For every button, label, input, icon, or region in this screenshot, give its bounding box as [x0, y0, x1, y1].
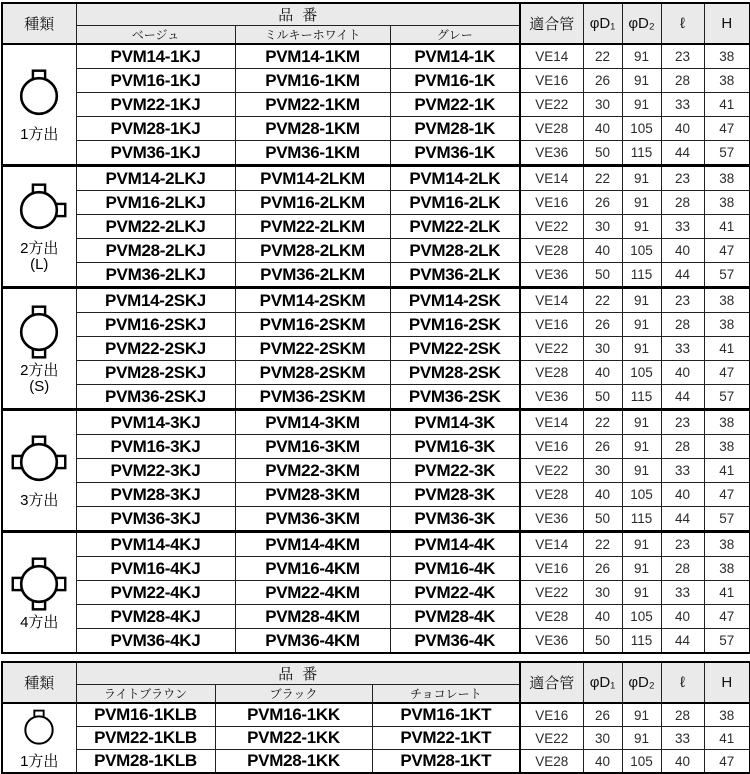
dim-h-cell: 38	[704, 532, 750, 557]
col-header-d1: φD₁	[583, 3, 622, 44]
dim-l-cell: 28	[661, 313, 704, 337]
dim-d1-cell: 40	[583, 239, 622, 263]
col-header-h: H	[704, 662, 750, 703]
product-code-cell: PVM22-4KM	[235, 581, 390, 605]
product-code-cell: PVM36-2LKM	[235, 263, 390, 288]
dim-d2-cell: 91	[622, 337, 661, 361]
dim-d1-cell: 26	[583, 191, 622, 215]
product-code-cell: PVM36-1KJ	[76, 141, 235, 166]
dim-h-cell: 57	[704, 507, 750, 532]
dim-l-cell: 40	[661, 605, 704, 629]
col-header-d1: φD₁	[583, 662, 622, 703]
product-code-cell: PVM28-1KLB	[76, 750, 215, 774]
type-cell	[2, 44, 76, 166]
dim-h-cell: 41	[704, 581, 750, 605]
dim-d2-cell: 91	[622, 166, 661, 191]
spec-table-main	[1, 2, 750, 654]
dim-d2-cell: 105	[622, 605, 661, 629]
dim-h-cell: 41	[704, 337, 750, 361]
product-code-cell: PVM16-1KT	[372, 703, 520, 727]
fitting-2way-l-icon	[3, 180, 76, 240]
dim-d2-cell: 115	[622, 385, 661, 410]
dim-h-cell: 38	[704, 410, 750, 435]
dim-l-cell: 28	[661, 69, 704, 93]
pipe-size-cell: VE36	[520, 141, 583, 166]
dim-l-cell: 44	[661, 507, 704, 532]
dim-d2-cell: 115	[622, 141, 661, 166]
dim-h-cell: 41	[704, 215, 750, 239]
pipe-size-cell: VE36	[520, 507, 583, 532]
product-code-cell: PVM28-1KT	[372, 750, 520, 774]
type-cell	[2, 166, 76, 288]
dim-d1-cell: 50	[583, 629, 622, 654]
dim-d1-cell: 40	[583, 750, 622, 774]
dim-d1-cell: 40	[583, 361, 622, 385]
dim-h-cell: 41	[704, 459, 750, 483]
dim-d1-cell: 50	[583, 507, 622, 532]
type-cell	[2, 532, 76, 654]
col-header-color-milky-white: ミルキーホワイト	[235, 26, 390, 45]
product-code-cell: PVM16-4KJ	[76, 557, 235, 581]
dim-l-cell: 23	[661, 288, 704, 313]
product-code-cell: PVM16-2LKJ	[76, 191, 235, 215]
dim-l-cell: 40	[661, 239, 704, 263]
product-code-cell: PVM16-1K	[390, 69, 520, 93]
product-code-cell: PVM16-2LKM	[235, 191, 390, 215]
dim-d2-cell: 91	[622, 557, 661, 581]
product-code-cell: PVM28-1KJ	[76, 117, 235, 141]
dim-h-cell: 47	[704, 239, 750, 263]
product-code-cell: PVM28-2LKJ	[76, 239, 235, 263]
product-code-cell: PVM22-2SK	[390, 337, 520, 361]
product-code-cell: PVM14-1KM	[235, 44, 390, 69]
product-code-cell: PVM28-4K	[390, 605, 520, 629]
col-header-pipe: 適合管	[520, 662, 583, 703]
dim-d2-cell: 115	[622, 629, 661, 654]
pipe-size-cell: VE28	[520, 750, 583, 774]
dim-d1-cell: 26	[583, 69, 622, 93]
dim-d2-cell: 91	[622, 435, 661, 459]
col-header-color-gray: グレー	[390, 26, 520, 45]
dim-d1-cell: 40	[583, 117, 622, 141]
dim-d1-cell: 26	[583, 313, 622, 337]
pipe-size-cell: VE22	[520, 727, 583, 750]
col-header-pipe: 適合管	[520, 3, 583, 44]
product-code-cell: PVM36-2SKJ	[76, 385, 235, 410]
dim-d1-cell: 50	[583, 263, 622, 288]
product-code-cell: PVM28-4KJ	[76, 605, 235, 629]
col-header-color-black: ブラック	[215, 685, 372, 704]
pipe-size-cell: VE22	[520, 459, 583, 483]
col-header-color-beige: ベージュ	[76, 26, 235, 45]
dim-d2-cell: 91	[622, 727, 661, 750]
product-code-cell: PVM22-1KT	[372, 727, 520, 750]
product-code-cell: PVM28-3KJ	[76, 483, 235, 507]
dim-h-cell: 41	[704, 93, 750, 117]
dim-h-cell: 57	[704, 385, 750, 410]
dim-d1-cell: 30	[583, 581, 622, 605]
product-code-cell: PVM28-2LK	[390, 239, 520, 263]
product-code-cell: PVM28-1K	[390, 117, 520, 141]
product-code-cell: PVM16-4K	[390, 557, 520, 581]
dim-l-cell: 23	[661, 532, 704, 557]
dim-h-cell: 47	[704, 361, 750, 385]
dim-d1-cell: 22	[583, 288, 622, 313]
dim-l-cell: 44	[661, 263, 704, 288]
pipe-size-cell: VE16	[520, 435, 583, 459]
dim-l-cell: 33	[661, 727, 704, 750]
dim-h-cell: 38	[704, 435, 750, 459]
dim-d2-cell: 91	[622, 215, 661, 239]
product-code-cell: PVM14-2LKJ	[76, 166, 235, 191]
product-code-cell: PVM16-2SKM	[235, 313, 390, 337]
dim-l-cell: 28	[661, 191, 704, 215]
dim-d1-cell: 22	[583, 166, 622, 191]
dim-h-cell: 38	[704, 288, 750, 313]
dim-l-cell: 33	[661, 459, 704, 483]
pipe-size-cell: VE22	[520, 337, 583, 361]
product-code-cell: PVM16-2SK	[390, 313, 520, 337]
pipe-size-cell: VE16	[520, 703, 583, 727]
product-code-cell: PVM28-2SKM	[235, 361, 390, 385]
fitting-2way-s-icon	[3, 302, 76, 362]
col-header-color-chocolate: チョコレート	[372, 685, 520, 704]
type-cell	[2, 703, 76, 773]
dim-h-cell: 47	[704, 605, 750, 629]
product-code-cell: PVM36-2SKM	[235, 385, 390, 410]
product-code-cell: PVM22-2LKM	[235, 215, 390, 239]
dim-h-cell: 38	[704, 703, 750, 727]
dim-d2-cell: 91	[622, 191, 661, 215]
pipe-size-cell: VE14	[520, 44, 583, 69]
col-header-part-number: 品番	[76, 662, 520, 685]
pipe-size-cell: VE36	[520, 629, 583, 654]
product-code-cell: PVM22-4K	[390, 581, 520, 605]
dim-d1-cell: 26	[583, 557, 622, 581]
dim-l-cell: 44	[661, 141, 704, 166]
col-header-type: 種類	[2, 662, 76, 703]
dim-h-cell: 57	[704, 629, 750, 654]
dim-d1-cell: 30	[583, 93, 622, 117]
fitting-1way-icon	[3, 707, 76, 753]
col-header-d2: φD₂	[622, 3, 661, 44]
dim-h-cell: 57	[704, 263, 750, 288]
dim-d1-cell: 22	[583, 44, 622, 69]
product-code-cell: PVM22-1KK	[215, 727, 372, 750]
dim-d2-cell: 105	[622, 483, 661, 507]
dim-l-cell: 33	[661, 215, 704, 239]
fitting-3way-icon	[3, 432, 76, 492]
product-code-cell: PVM22-1KLB	[76, 727, 215, 750]
product-code-cell: PVM36-4K	[390, 629, 520, 654]
spec-table-secondary-body	[2, 703, 750, 773]
dim-d2-cell: 91	[622, 703, 661, 727]
product-code-cell: PVM14-2LKM	[235, 166, 390, 191]
product-code-cell: PVM14-2SKM	[235, 288, 390, 313]
pipe-size-cell: VE28	[520, 605, 583, 629]
pipe-size-cell: VE14	[520, 166, 583, 191]
dim-d1-cell: 22	[583, 532, 622, 557]
col-header-type: 種類	[2, 3, 76, 44]
product-code-cell: PVM16-3KJ	[76, 435, 235, 459]
pipe-size-cell: VE22	[520, 581, 583, 605]
dim-d2-cell: 91	[622, 581, 661, 605]
dim-d2-cell: 91	[622, 288, 661, 313]
product-code-cell: PVM28-2SKJ	[76, 361, 235, 385]
type-label: 2方出	[20, 362, 59, 379]
product-code-cell: PVM14-1K	[390, 44, 520, 69]
product-code-cell: PVM22-4KJ	[76, 581, 235, 605]
fitting-4way-icon	[3, 554, 76, 614]
col-header-d2: φD₂	[622, 662, 661, 703]
product-code-cell: PVM36-2SK	[390, 385, 520, 410]
col-header-part-number: 品番	[76, 3, 520, 26]
dim-d1-cell: 50	[583, 141, 622, 166]
product-code-cell: PVM36-4KM	[235, 629, 390, 654]
dim-d2-cell: 91	[622, 44, 661, 69]
dim-d2-cell: 105	[622, 239, 661, 263]
type-cell	[2, 288, 76, 410]
type-label: 3方出	[20, 492, 59, 509]
pipe-size-cell: VE16	[520, 557, 583, 581]
col-header-h: H	[704, 3, 750, 44]
dim-d2-cell: 91	[622, 459, 661, 483]
product-code-cell: PVM36-2LK	[390, 263, 520, 288]
pipe-size-cell: VE16	[520, 69, 583, 93]
product-code-cell: PVM22-1K	[390, 93, 520, 117]
product-code-cell: PVM14-3KJ	[76, 410, 235, 435]
pipe-size-cell: VE36	[520, 263, 583, 288]
dim-h-cell: 47	[704, 117, 750, 141]
dim-d1-cell: 30	[583, 727, 622, 750]
pipe-size-cell: VE16	[520, 191, 583, 215]
dim-l-cell: 33	[661, 581, 704, 605]
dim-d2-cell: 105	[622, 117, 661, 141]
pipe-size-cell: VE36	[520, 385, 583, 410]
product-code-cell: PVM16-1KK	[215, 703, 372, 727]
product-code-cell: PVM36-1K	[390, 141, 520, 166]
type-label: 2方出	[20, 240, 59, 257]
product-code-cell: PVM16-1KM	[235, 69, 390, 93]
product-code-cell: PVM14-2LK	[390, 166, 520, 191]
product-code-cell: PVM14-4K	[390, 532, 520, 557]
dim-h-cell: 57	[704, 141, 750, 166]
product-code-cell: PVM22-3KJ	[76, 459, 235, 483]
col-header-l: ℓ	[661, 662, 704, 703]
product-code-cell: PVM36-3KM	[235, 507, 390, 532]
pipe-size-cell: VE28	[520, 361, 583, 385]
dim-h-cell: 38	[704, 557, 750, 581]
spec-table-secondary	[1, 661, 750, 774]
dim-l-cell: 23	[661, 166, 704, 191]
product-code-cell: PVM28-2LKM	[235, 239, 390, 263]
product-code-cell: PVM16-4KM	[235, 557, 390, 581]
dim-d2-cell: 91	[622, 410, 661, 435]
dim-l-cell: 28	[661, 557, 704, 581]
dim-d2-cell: 115	[622, 507, 661, 532]
product-code-cell: PVM36-1KM	[235, 141, 390, 166]
dim-l-cell: 23	[661, 44, 704, 69]
product-code-cell: PVM16-2SKJ	[76, 313, 235, 337]
product-code-cell: PVM36-2LKJ	[76, 263, 235, 288]
dim-l-cell: 28	[661, 435, 704, 459]
dim-l-cell: 40	[661, 117, 704, 141]
type-label: 1方出	[20, 126, 59, 143]
dim-d2-cell: 105	[622, 750, 661, 774]
product-code-cell: PVM16-3K	[390, 435, 520, 459]
type-sub-label: (L)	[30, 256, 49, 273]
product-code-cell: PVM28-1KM	[235, 117, 390, 141]
dim-d1-cell: 40	[583, 483, 622, 507]
pipe-size-cell: VE28	[520, 483, 583, 507]
dim-d2-cell: 91	[622, 532, 661, 557]
product-code-cell: PVM16-2LK	[390, 191, 520, 215]
dim-d1-cell: 50	[583, 385, 622, 410]
dim-l-cell: 28	[661, 703, 704, 727]
fitting-1way-icon	[3, 66, 76, 126]
product-code-cell: PVM14-2SK	[390, 288, 520, 313]
product-code-cell: PVM28-3K	[390, 483, 520, 507]
type-sub-label: (S)	[29, 378, 50, 395]
product-code-cell: PVM36-3KJ	[76, 507, 235, 532]
product-code-cell: PVM14-3K	[390, 410, 520, 435]
dim-d2-cell: 91	[622, 69, 661, 93]
pipe-size-cell: VE14	[520, 288, 583, 313]
product-code-cell: PVM22-2SKJ	[76, 337, 235, 361]
dim-l-cell: 23	[661, 410, 704, 435]
product-code-cell: PVM22-2LK	[390, 215, 520, 239]
type-cell	[2, 410, 76, 532]
dim-h-cell: 38	[704, 313, 750, 337]
product-code-cell: PVM36-3K	[390, 507, 520, 532]
product-code-cell: PVM22-2SKM	[235, 337, 390, 361]
dim-d2-cell: 105	[622, 361, 661, 385]
product-code-cell: PVM28-3KM	[235, 483, 390, 507]
dim-h-cell: 38	[704, 191, 750, 215]
pipe-size-cell: VE22	[520, 215, 583, 239]
product-code-cell: PVM28-1KK	[215, 750, 372, 774]
spec-table-main-body	[2, 44, 750, 653]
dim-l-cell: 40	[661, 483, 704, 507]
product-code-cell: PVM28-2SK	[390, 361, 520, 385]
dim-h-cell: 47	[704, 750, 750, 774]
product-code-cell: PVM16-1KLB	[76, 703, 215, 727]
type-label: 4方出	[20, 614, 59, 631]
dim-d1-cell: 26	[583, 435, 622, 459]
dim-h-cell: 41	[704, 727, 750, 750]
product-code-cell: PVM22-1KJ	[76, 93, 235, 117]
dim-l-cell: 33	[661, 337, 704, 361]
product-code-cell: PVM28-4KM	[235, 605, 390, 629]
product-code-cell: PVM22-1KM	[235, 93, 390, 117]
dim-d1-cell: 30	[583, 337, 622, 361]
spec-table-main-header	[2, 3, 750, 44]
product-code-cell: PVM14-1KJ	[76, 44, 235, 69]
dim-d1-cell: 30	[583, 459, 622, 483]
col-header-color-light-brown: ライトブラウン	[76, 685, 215, 704]
dim-d2-cell: 91	[622, 313, 661, 337]
dim-h-cell: 38	[704, 166, 750, 191]
dim-h-cell: 47	[704, 483, 750, 507]
dim-d1-cell: 30	[583, 215, 622, 239]
product-code-cell: PVM16-1KJ	[76, 69, 235, 93]
pipe-size-cell: VE28	[520, 117, 583, 141]
dim-l-cell: 44	[661, 629, 704, 654]
product-code-cell: PVM22-3KM	[235, 459, 390, 483]
product-code-cell: PVM16-3KM	[235, 435, 390, 459]
dim-d1-cell: 40	[583, 605, 622, 629]
product-code-cell: PVM14-2SKJ	[76, 288, 235, 313]
pipe-size-cell: VE28	[520, 239, 583, 263]
product-code-cell: PVM22-3K	[390, 459, 520, 483]
pipe-size-cell: VE14	[520, 532, 583, 557]
product-code-cell: PVM36-4KJ	[76, 629, 235, 654]
table-separator	[1, 654, 749, 661]
pipe-size-cell: VE14	[520, 410, 583, 435]
product-code-cell: PVM14-3KM	[235, 410, 390, 435]
product-code-cell: PVM14-4KJ	[76, 532, 235, 557]
dim-l-cell: 33	[661, 93, 704, 117]
dim-h-cell: 38	[704, 69, 750, 93]
product-code-cell: PVM14-4KM	[235, 532, 390, 557]
pipe-size-cell: VE16	[520, 313, 583, 337]
dim-d1-cell: 26	[583, 703, 622, 727]
pipe-size-cell: VE22	[520, 93, 583, 117]
dim-d1-cell: 22	[583, 410, 622, 435]
dim-l-cell: 44	[661, 385, 704, 410]
dim-l-cell: 40	[661, 750, 704, 774]
product-code-cell: PVM22-2LKJ	[76, 215, 235, 239]
dim-h-cell: 38	[704, 44, 750, 69]
dim-d2-cell: 91	[622, 93, 661, 117]
dim-l-cell: 40	[661, 361, 704, 385]
type-label: 1方出	[20, 752, 59, 770]
dim-d2-cell: 115	[622, 263, 661, 288]
spec-table-secondary-header	[2, 662, 750, 703]
col-header-l: ℓ	[661, 3, 704, 44]
